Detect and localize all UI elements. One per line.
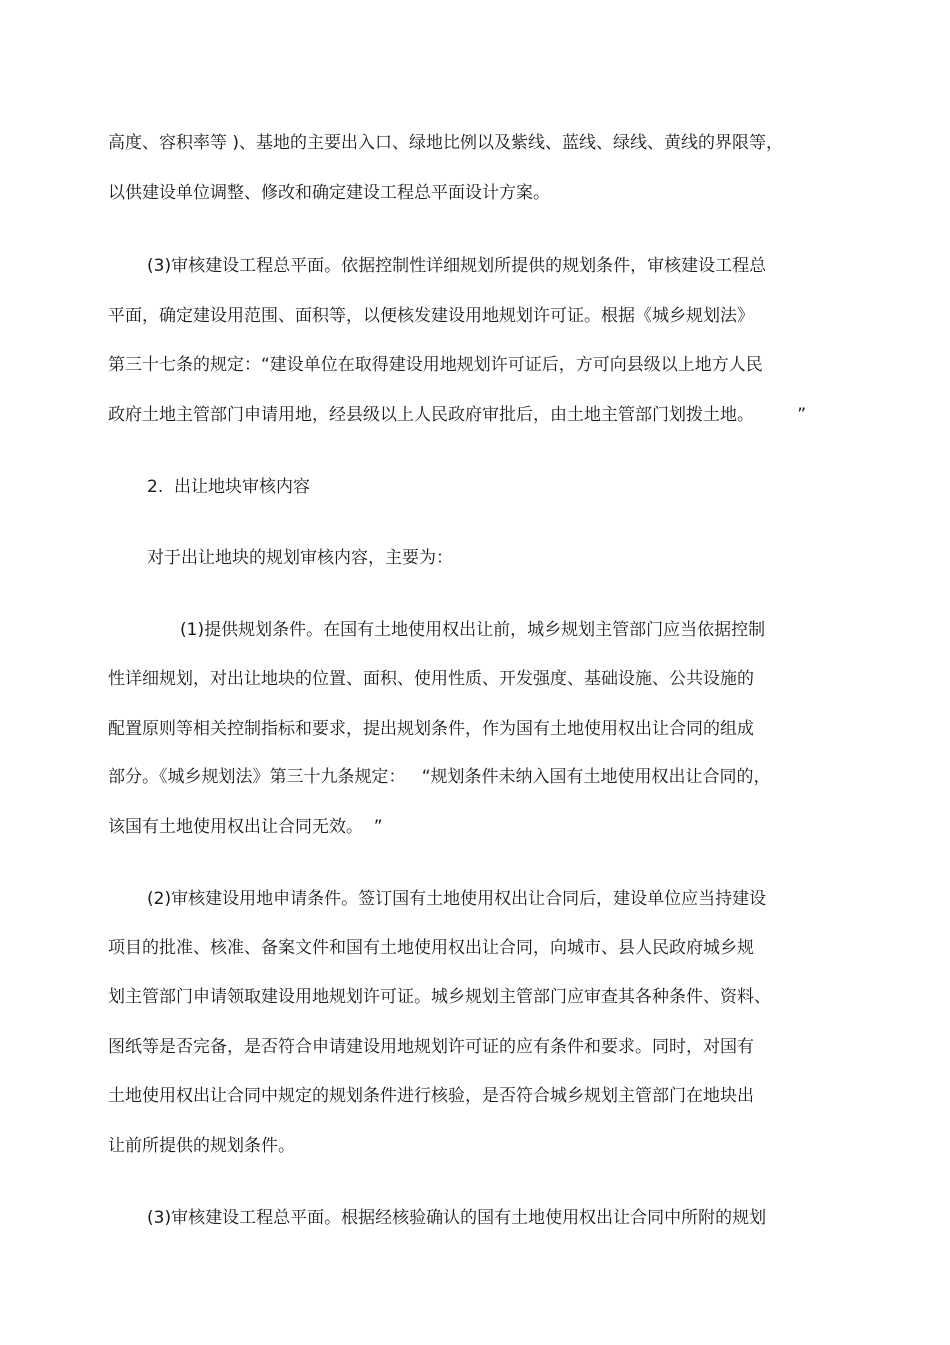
section-heading: 2. 出让地块审核内容 bbox=[147, 477, 311, 497]
text-line-20: (3)审核建设工程总平面。根据经核验确认的国有土地使用权出让合同中所附的规划 bbox=[147, 1208, 767, 1228]
text-line-8: 对于出让地块的规划审核内容，主要为： bbox=[147, 548, 453, 568]
text-line-13: 该国有土地使用权出让合同无效。 ” bbox=[108, 817, 383, 837]
text-line-17: 图纸等是否完备，是否符合申请建设用地规划许可证的应有条件和要求。同时，对国有 bbox=[108, 1037, 754, 1057]
text-line-6: 政府土地主管部门申请用地，经县级以上人民政府审批后，由土地主管部门划拨土地。 ” bbox=[108, 405, 807, 425]
text-line-16: 划主管部门申请领取建设用地规划许可证。城乡规划主管部门应审查其各种条件、资料、 bbox=[108, 987, 771, 1007]
text-line-4: 平面，确定建设用范围、面积等，以便核发建设用地规划许可证。根据《城乡规划法》 bbox=[108, 306, 754, 326]
text-line-12: 部分。《城乡规划法》第三十九条规定： “规划条件未纳入国有土地使用权出让合同的， bbox=[108, 767, 771, 787]
text-line-1: 高度、容积率等 )、基地的主要出入口、绿地比例以及紫线、蓝线、绿线、黄线的界限等， bbox=[108, 133, 784, 153]
text-line-14: (2)审核建设用地申请条件。签订国有土地使用权出让合同后，建设单位应当持建设 bbox=[147, 889, 767, 909]
text-line-11: 配置原则等相关控制指标和要求，提出规划条件，作为国有土地使用权出让合同的组成 bbox=[108, 719, 754, 739]
text-line-19: 让前所提供的规划条件。 bbox=[108, 1136, 295, 1156]
text-line-2: 以供建设单位调整、修改和确定建设工程总平面设计方案。 bbox=[108, 183, 550, 203]
text-line-18: 土地使用权出让合同中规定的规划条件进行核验，是否符合城乡规划主管部门在地块出 bbox=[108, 1086, 754, 1106]
text-line-3: (3)审核建设工程总平面。依据控制性详细规划所提供的规划条件，审核建设工程总 bbox=[147, 256, 767, 276]
text-line-15: 项目的批准、核准、备案文件和国有土地使用权出让合同，向城市、县人民政府城乡规 bbox=[108, 938, 754, 958]
text-line-10: 性详细规划，对出让地块的位置、面积、使用性质、开发强度、基础设施、公共设施的 bbox=[108, 669, 754, 689]
text-line-5: 第三十七条的规定：“建设单位在取得建设用地规划许可证后，方可向县级以上地方人民 bbox=[108, 355, 763, 375]
text-line-9: (1)提供规划条件。在国有土地使用权出让前，城乡规划主管部门应当依据控制 bbox=[180, 620, 766, 640]
